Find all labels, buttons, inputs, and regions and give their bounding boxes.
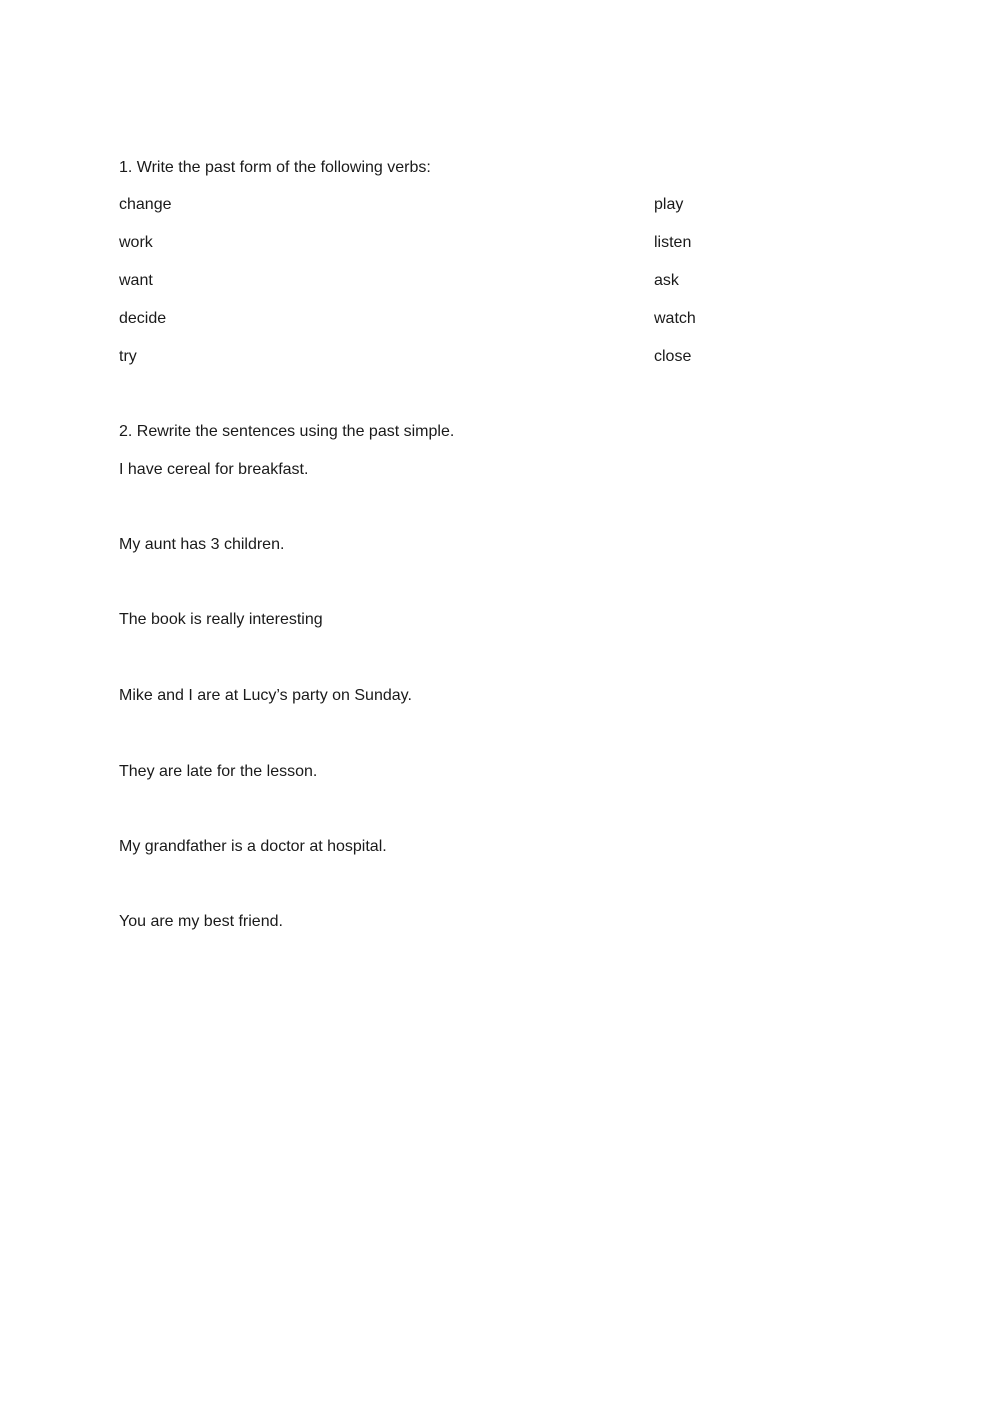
verb-left-5: try	[119, 348, 137, 365]
verb-right-3: ask	[654, 272, 679, 289]
sentence-5: They are late for the lesson.	[119, 763, 318, 780]
sentence-4: Mike and I are at Lucy’s party on Sunday.	[119, 687, 412, 704]
sentence-7: You are my best friend.	[119, 913, 283, 930]
verb-left-2: work	[119, 234, 153, 251]
sentence-6: My grandfather is a doctor at hospital.	[119, 838, 387, 855]
verb-right-1: play	[654, 196, 684, 213]
sentence-1: I have cereal for breakfast.	[119, 461, 309, 478]
exercise-2-heading: 2. Rewrite the sentences using the past simple.	[119, 423, 455, 440]
verb-left-4: decide	[119, 310, 167, 327]
verb-right-4: watch	[654, 310, 696, 327]
exercise-1-heading: 1. Write the past form of the following verbs:	[119, 159, 431, 176]
verb-left-1: change	[119, 196, 172, 213]
verb-right-2: listen	[654, 234, 692, 251]
verb-left-3: want	[119, 272, 153, 289]
verb-right-5: close	[654, 348, 692, 365]
sentence-2: My aunt has 3 children.	[119, 536, 285, 553]
sentence-3: The book is really interesting	[119, 611, 323, 628]
